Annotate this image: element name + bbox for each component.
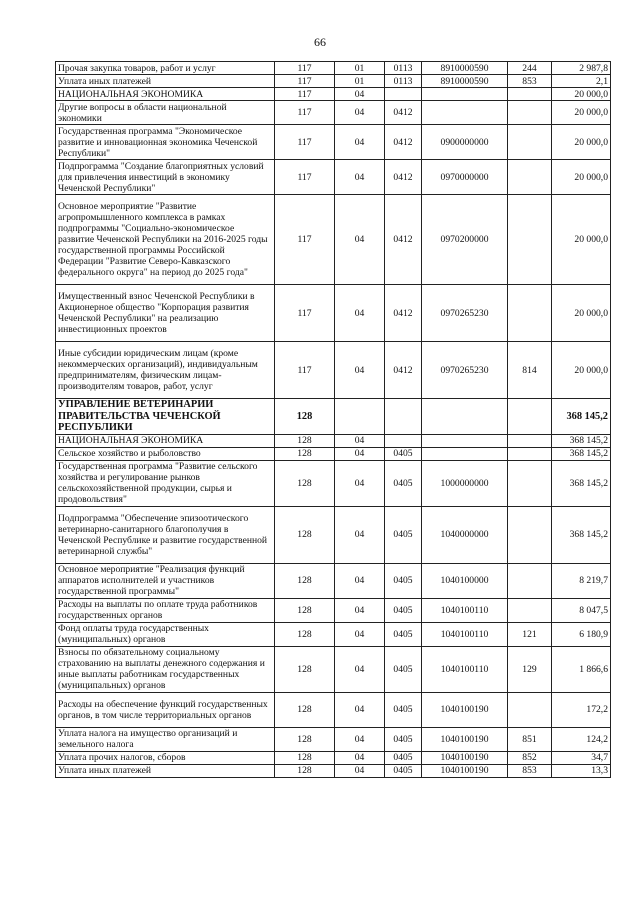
row-name-cell: Уплата иных платежей xyxy=(56,764,275,777)
row-name-cell: Взносы по обязательному социальному страхованию на выплаты денежного содержания и иные выплаты работникам государственных (муниципальных) органов xyxy=(56,646,275,692)
table-row xyxy=(56,598,611,622)
section-code-cell: 04 xyxy=(335,434,385,447)
amount-cell: 8 047,5 xyxy=(552,598,611,622)
subsection-code-cell: 0405 xyxy=(385,751,422,764)
row-name-cell: Государственная программа "Развитие сельского хозяйства и регулирование рынков сельскохозяйственной продукции, сырья и продовольствия" xyxy=(56,460,275,506)
ved-code-cell: 117 xyxy=(275,88,335,101)
table-row xyxy=(56,75,611,88)
target-article-cell: 1040000000 xyxy=(422,506,508,563)
subsection-code-cell: 0405 xyxy=(385,460,422,506)
section-code-cell: 04 xyxy=(335,160,385,195)
subsection-code-cell: 0412 xyxy=(385,195,422,285)
target-article-cell: 0900000000 xyxy=(422,125,508,160)
ved-code-cell: 128 xyxy=(275,563,335,598)
subsection-code-cell xyxy=(385,399,422,435)
amount-cell: 20 000,0 xyxy=(552,125,611,160)
subsection-code-cell: 0405 xyxy=(385,506,422,563)
subsection-code-cell: 0405 xyxy=(385,447,422,460)
ved-code-cell: 128 xyxy=(275,751,335,764)
amount-cell: 368 145,2 xyxy=(552,399,611,435)
row-name-cell: Имущественный взнос Чеченской Республики в Акционерное общество "Корпорация развития Чеченской Республики" на реализацию инвестиционных проектов xyxy=(56,285,275,342)
table-row xyxy=(56,342,611,399)
amount-cell: 2 987,8 xyxy=(552,62,611,75)
ved-code-cell: 128 xyxy=(275,434,335,447)
section-code-cell: 04 xyxy=(335,285,385,342)
expense-type-cell: 129 xyxy=(508,646,552,692)
target-article-cell xyxy=(422,88,508,101)
subsection-code-cell: 0405 xyxy=(385,622,422,646)
table-row xyxy=(56,62,611,75)
target-article-cell xyxy=(422,434,508,447)
row-name-cell: УПРАВЛЕНИЕ ВЕТЕРИНАРИИ ПРАВИТЕЛЬСТВА ЧЕЧЕНСКОЙ РЕСПУБЛИКИ xyxy=(56,399,275,435)
target-article-cell: 1040100190 xyxy=(422,751,508,764)
expense-type-cell xyxy=(508,563,552,598)
target-article-cell: 0970200000 xyxy=(422,195,508,285)
section-code-cell: 04 xyxy=(335,506,385,563)
section-code-cell: 04 xyxy=(335,125,385,160)
section-code-cell: 04 xyxy=(335,764,385,777)
row-name-cell: Сельское хозяйство и рыболовство xyxy=(56,447,275,460)
section-code-cell: 04 xyxy=(335,563,385,598)
table-row xyxy=(56,399,611,435)
target-article-cell: 0970000000 xyxy=(422,160,508,195)
amount-cell: 34,7 xyxy=(552,751,611,764)
expense-type-cell xyxy=(508,101,552,125)
subsection-code-cell: 0113 xyxy=(385,75,422,88)
target-article-cell: 8910000590 xyxy=(422,62,508,75)
table-row xyxy=(56,434,611,447)
section-code-cell: 04 xyxy=(335,460,385,506)
target-article-cell: 1000000000 xyxy=(422,460,508,506)
row-name-cell: Основное мероприятие "Развитие агропромышленного комплекса в рамках подпрограммы "Социально-экономическое развитие Чеченской Республики на 2016-2025 годы государственной программы Российской Федерации "Развитие Северо-Кавказского федерального округа" на период до 2025 года" xyxy=(56,195,275,285)
section-code-cell: 04 xyxy=(335,622,385,646)
amount-cell: 20 000,0 xyxy=(552,101,611,125)
expense-type-cell xyxy=(508,195,552,285)
amount-cell: 368 145,2 xyxy=(552,447,611,460)
subsection-code-cell xyxy=(385,434,422,447)
amount-cell: 368 145,2 xyxy=(552,506,611,563)
target-article-cell: 8910000590 xyxy=(422,75,508,88)
ved-code-cell: 128 xyxy=(275,646,335,692)
amount-cell: 20 000,0 xyxy=(552,195,611,285)
amount-cell: 20 000,0 xyxy=(552,88,611,101)
subsection-code-cell: 0113 xyxy=(385,62,422,75)
expense-type-cell xyxy=(508,399,552,435)
section-code-cell xyxy=(335,399,385,435)
expense-type-cell: 121 xyxy=(508,622,552,646)
section-code-cell: 04 xyxy=(335,195,385,285)
ved-code-cell: 117 xyxy=(275,285,335,342)
target-article-cell: 1040100190 xyxy=(422,727,508,751)
section-code-cell: 04 xyxy=(335,447,385,460)
subsection-code-cell: 0405 xyxy=(385,646,422,692)
row-name-cell: Расходы на обеспечение функций государственных органов, в том числе территориальных органов xyxy=(56,692,275,727)
row-name-cell: Расходы на выплаты по оплате труда работников государственных органов xyxy=(56,598,275,622)
row-name-cell: Подпрограмма "Обеспечение эпизоотического ветеринарно-санитарного благополучия в Чеченской Республике и развитие государственной ветеринарной службы" xyxy=(56,506,275,563)
ved-code-cell: 128 xyxy=(275,447,335,460)
table-row xyxy=(56,727,611,751)
target-article-cell: 1040100000 xyxy=(422,563,508,598)
amount-cell: 20 000,0 xyxy=(552,285,611,342)
expense-type-cell xyxy=(508,460,552,506)
amount-cell: 2,1 xyxy=(552,75,611,88)
ved-code-cell: 117 xyxy=(275,75,335,88)
row-name-cell: Иные субсидии юридическим лицам (кроме некоммерческих организаций), индивидуальным предпринимателям, физическим лицам-производителям товаров, работ, услуг xyxy=(56,342,275,399)
table-row xyxy=(56,195,611,285)
amount-cell: 172,2 xyxy=(552,692,611,727)
table-row xyxy=(56,646,611,692)
table-row xyxy=(56,563,611,598)
section-code-cell: 04 xyxy=(335,646,385,692)
ved-code-cell: 128 xyxy=(275,727,335,751)
expense-type-cell xyxy=(508,506,552,563)
ved-code-cell: 117 xyxy=(275,125,335,160)
target-article-cell: 1040100110 xyxy=(422,622,508,646)
expense-type-cell: 244 xyxy=(508,62,552,75)
section-code-cell: 04 xyxy=(335,692,385,727)
ved-code-cell: 128 xyxy=(275,622,335,646)
page-number: 66 xyxy=(314,35,326,49)
amount-cell: 124,2 xyxy=(552,727,611,751)
row-name-cell: Фонд оплаты труда государственных (муниципальных) органов xyxy=(56,622,275,646)
ved-code-cell: 117 xyxy=(275,101,335,125)
ved-code-cell: 128 xyxy=(275,460,335,506)
table-row xyxy=(56,88,611,101)
amount-cell: 13,3 xyxy=(552,764,611,777)
target-article-cell: 1040100110 xyxy=(422,598,508,622)
expense-type-cell: 851 xyxy=(508,727,552,751)
ved-code-cell: 117 xyxy=(275,342,335,399)
subsection-code-cell: 0405 xyxy=(385,727,422,751)
ved-code-cell: 128 xyxy=(275,692,335,727)
ved-code-cell: 117 xyxy=(275,62,335,75)
subsection-code-cell: 0405 xyxy=(385,598,422,622)
ved-code-cell: 128 xyxy=(275,598,335,622)
subsection-code-cell: 0405 xyxy=(385,563,422,598)
row-name-cell: НАЦИОНАЛЬНАЯ ЭКОНОМИКА xyxy=(56,434,275,447)
table-row xyxy=(56,622,611,646)
ved-code-cell: 117 xyxy=(275,195,335,285)
subsection-code-cell: 0412 xyxy=(385,101,422,125)
subsection-code-cell: 0405 xyxy=(385,692,422,727)
expense-type-cell: 853 xyxy=(508,75,552,88)
row-name-cell: Государственная программа "Экономическое развитие и инновационная экономика Чеченской Республики" xyxy=(56,125,275,160)
subsection-code-cell: 0412 xyxy=(385,160,422,195)
table-row xyxy=(56,101,611,125)
expense-type-cell xyxy=(508,88,552,101)
row-name-cell: Прочая закупка товаров, работ и услуг xyxy=(56,62,275,75)
ved-code-cell: 128 xyxy=(275,506,335,563)
amount-cell: 1 866,6 xyxy=(552,646,611,692)
section-code-cell: 04 xyxy=(335,101,385,125)
row-name-cell: НАЦИОНАЛЬНАЯ ЭКОНОМИКА xyxy=(56,88,275,101)
table-row xyxy=(56,160,611,195)
ved-code-cell: 128 xyxy=(275,399,335,435)
subsection-code-cell: 0412 xyxy=(385,285,422,342)
section-code-cell: 04 xyxy=(335,342,385,399)
section-code-cell: 04 xyxy=(335,598,385,622)
amount-cell: 20 000,0 xyxy=(552,342,611,399)
table-row xyxy=(56,764,611,777)
expense-type-cell xyxy=(508,160,552,195)
subsection-code-cell: 0412 xyxy=(385,125,422,160)
target-article-cell: 0970265230 xyxy=(422,285,508,342)
target-article-cell xyxy=(422,101,508,125)
row-name-cell: Подпрограмма "Создание благоприятных условий для привлечения инвестиций в экономику Чеченской Республики" xyxy=(56,160,275,195)
expense-type-cell xyxy=(508,598,552,622)
section-code-cell: 04 xyxy=(335,88,385,101)
table-row xyxy=(56,285,611,342)
target-article-cell: 1040100190 xyxy=(422,764,508,777)
table-row xyxy=(56,447,611,460)
section-code-cell: 04 xyxy=(335,751,385,764)
row-name-cell: Другие вопросы в области национальной экономики xyxy=(56,101,275,125)
table-row xyxy=(56,460,611,506)
table-row xyxy=(56,692,611,727)
section-code-cell: 01 xyxy=(335,62,385,75)
expense-type-cell xyxy=(508,692,552,727)
target-article-cell: 0970265230 xyxy=(422,342,508,399)
ved-code-cell: 128 xyxy=(275,764,335,777)
expense-type-cell: 814 xyxy=(508,342,552,399)
table-row xyxy=(56,125,611,160)
expense-type-cell xyxy=(508,125,552,160)
expense-type-cell xyxy=(508,434,552,447)
expense-type-cell xyxy=(508,447,552,460)
amount-cell: 368 145,2 xyxy=(552,460,611,506)
expense-type-cell xyxy=(508,285,552,342)
section-code-cell: 01 xyxy=(335,75,385,88)
expense-type-cell: 853 xyxy=(508,764,552,777)
amount-cell: 20 000,0 xyxy=(552,160,611,195)
target-article-cell: 1040100190 xyxy=(422,692,508,727)
subsection-code-cell: 0405 xyxy=(385,764,422,777)
row-name-cell: Уплата прочих налогов, сборов xyxy=(56,751,275,764)
subsection-code-cell: 0412 xyxy=(385,342,422,399)
target-article-cell xyxy=(422,447,508,460)
target-article-cell xyxy=(422,399,508,435)
section-code-cell: 04 xyxy=(335,727,385,751)
row-name-cell: Основное мероприятие "Реализация функций аппаратов исполнителей и участников государственной программы" xyxy=(56,563,275,598)
row-name-cell: Уплата налога на имущество организаций и земельного налога xyxy=(56,727,275,751)
amount-cell: 6 180,9 xyxy=(552,622,611,646)
amount-cell: 8 219,7 xyxy=(552,563,611,598)
table-row xyxy=(56,751,611,764)
expense-type-cell: 852 xyxy=(508,751,552,764)
table-row xyxy=(56,506,611,563)
budget-table xyxy=(55,61,611,778)
amount-cell: 368 145,2 xyxy=(552,434,611,447)
subsection-code-cell xyxy=(385,88,422,101)
ved-code-cell: 117 xyxy=(275,160,335,195)
row-name-cell: Уплата иных платежей xyxy=(56,75,275,88)
target-article-cell: 1040100110 xyxy=(422,646,508,692)
